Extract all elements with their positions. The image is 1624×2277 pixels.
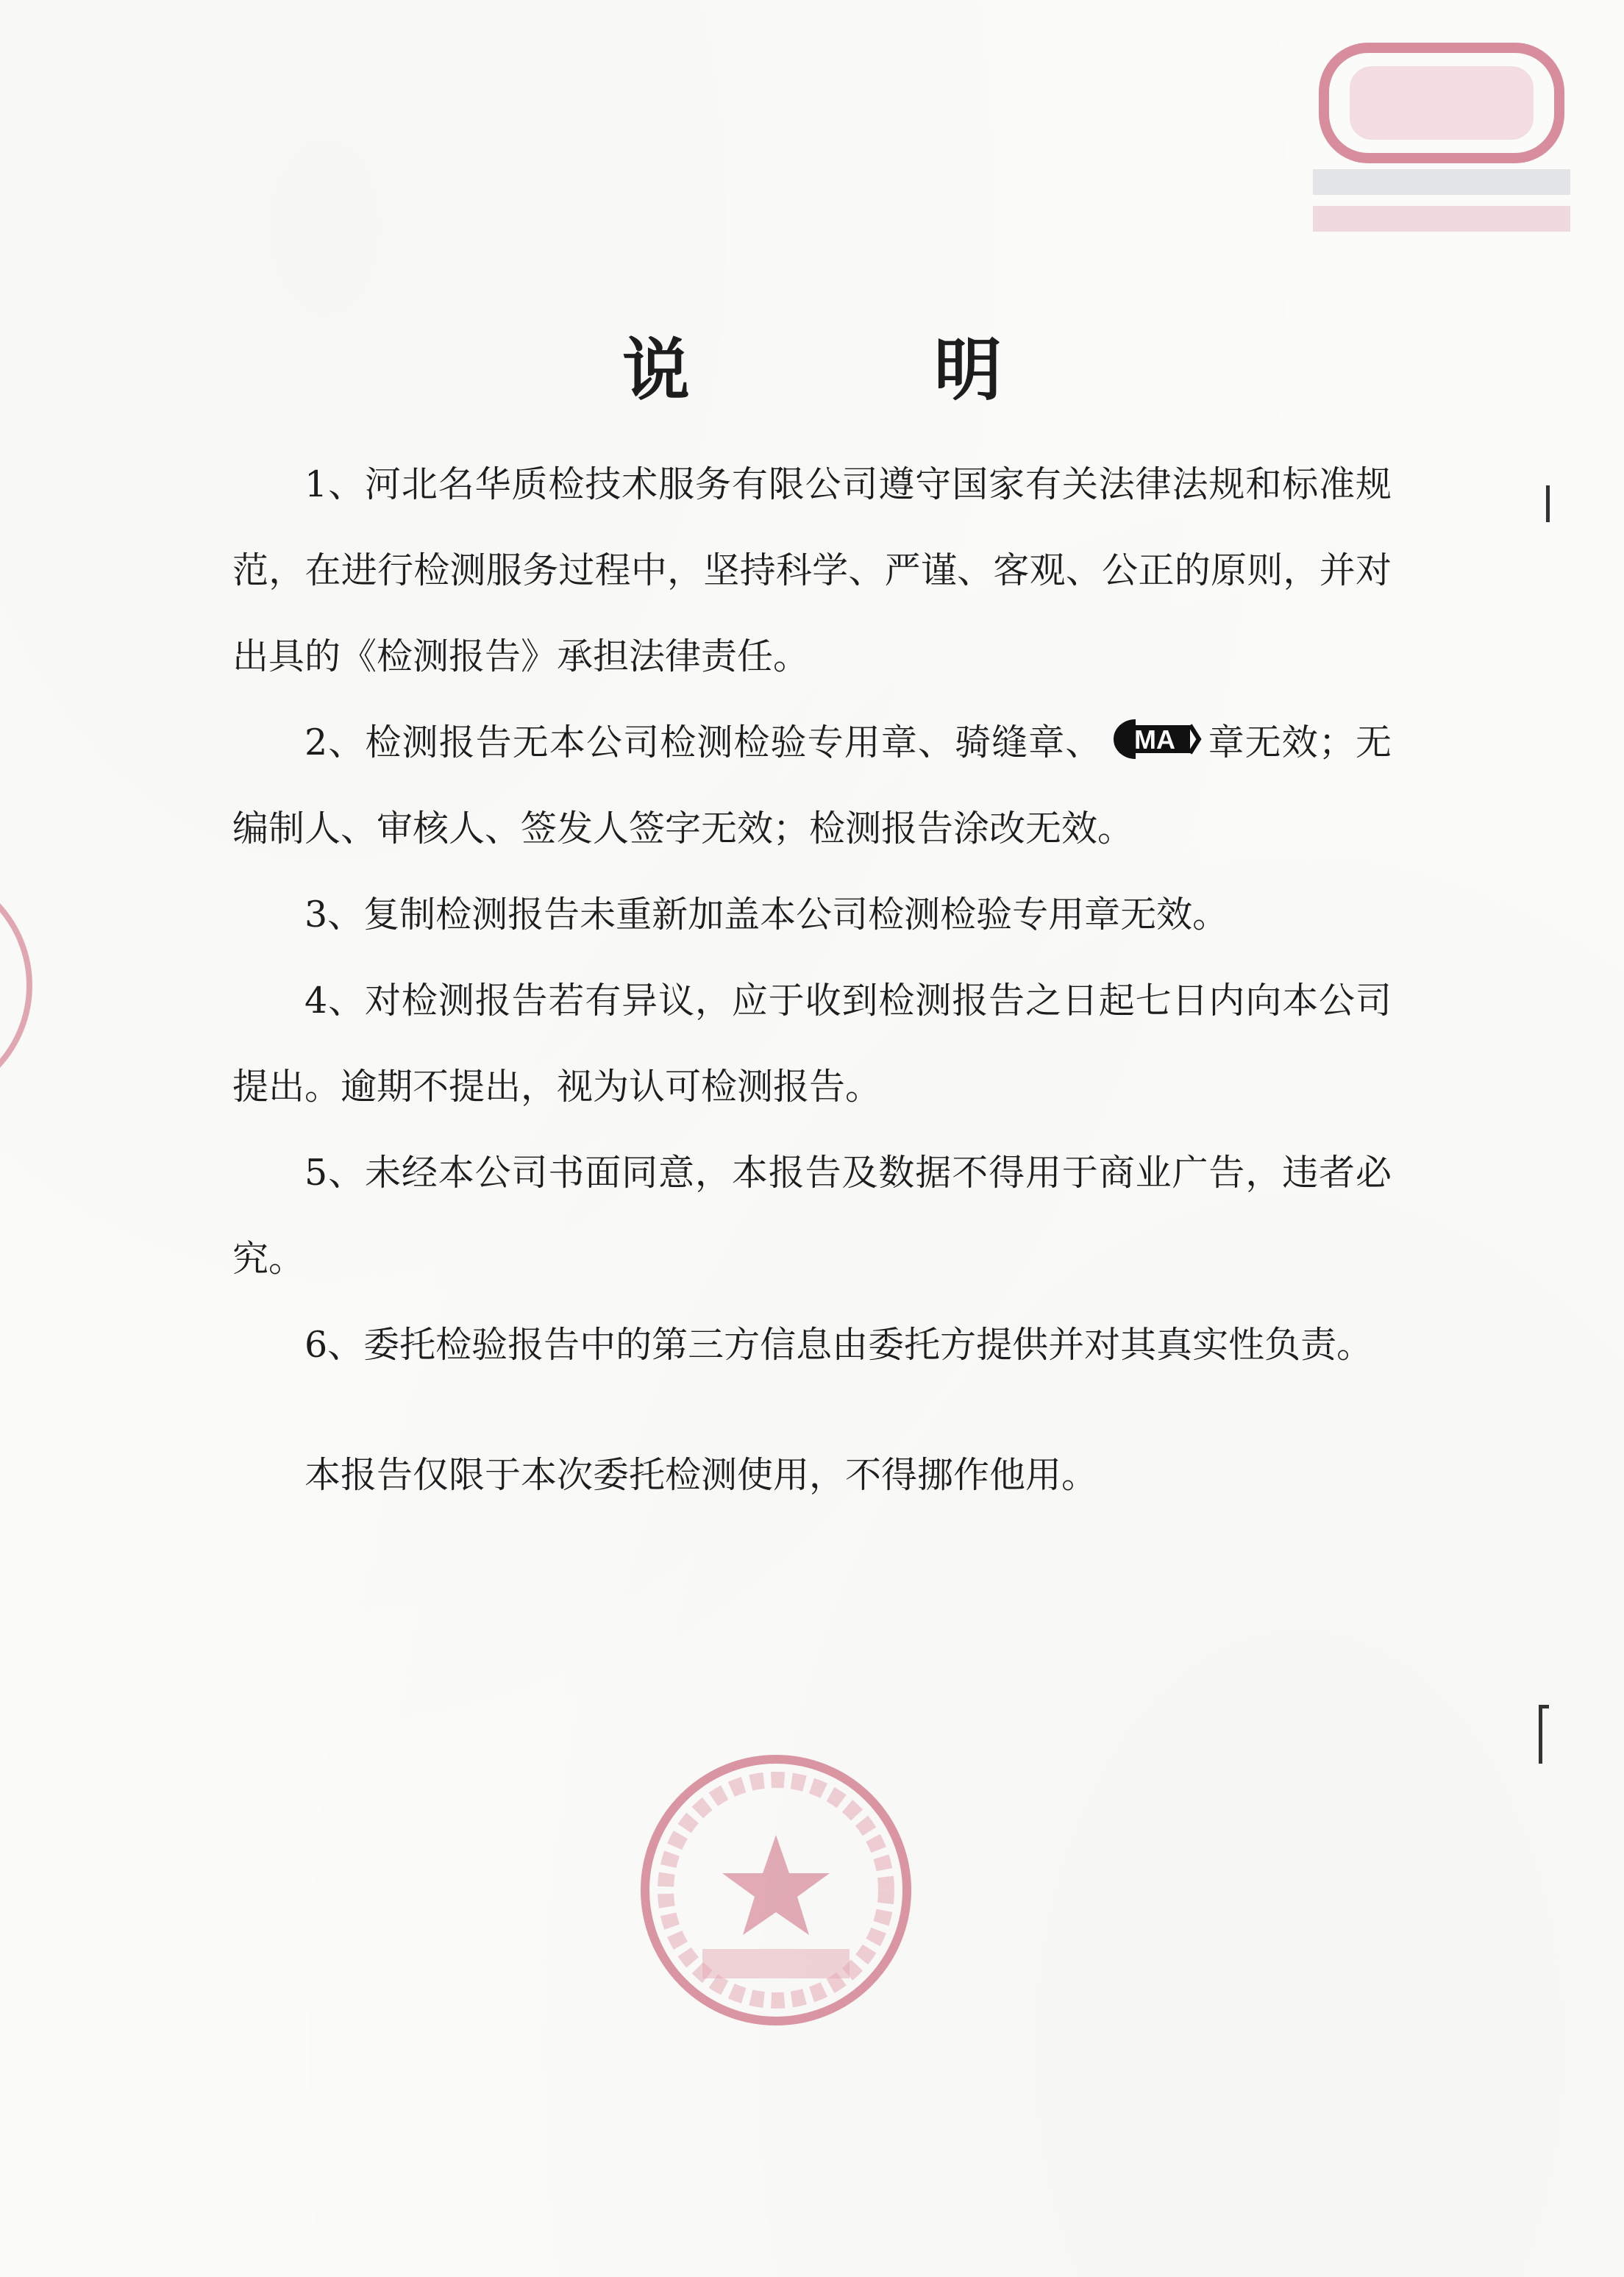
- statement-paragraph-6: 6、委托检验报告中的第三方信息由委托方提供并对其真实性负责。: [304, 1324, 1373, 1366]
- page-title: 说 明: [622, 329, 1090, 410]
- statement-paragraph-1: 1、河北名华质检技术服务有限公司遵守国家有关法律法规和标准规范，在进行检测服务过程中，坚持科学、严谨、客观、公正的原则，并对出具的《检测报告》承担法律责任。: [232, 463, 1392, 677]
- qualification-stamp: [1298, 33, 1592, 254]
- scan-mark: [1539, 1705, 1549, 1708]
- cma-logo-icon: [1105, 718, 1204, 760]
- scan-mark: [1546, 485, 1550, 522]
- official-seal-stamp: [633, 1747, 919, 2034]
- statement-paragraph-3: 3、复制检测报告未重新加盖本公司检测检验专用章无效。: [304, 894, 1229, 936]
- closing-note: 本报告仅限于本次委托检测使用，不得挪作他用。: [304, 1454, 1098, 1496]
- paragraph-2-part-2: 章无效；无编制人、审核人、签发人签字无效；检测报告涂改无效。: [232, 721, 1392, 849]
- statement-paragraph-2: [232, 699, 1392, 872]
- statement-body: [232, 441, 1392, 1518]
- statement-paragraph-4: 4、对检测报告若有异议，应于收到检测报告之日起七日内向本公司提出。逾期不提出，视为认可检测报告。: [232, 980, 1392, 1108]
- scan-mark: [1539, 1705, 1542, 1764]
- paragraph-2-part-1: 2、检测报告无本公司检测检验专用章、骑缝章、: [304, 721, 1103, 763]
- statement-paragraph-5: 5、未经本公司书面同意，本报告及数据不得用于商业广告，违者必究。: [232, 1152, 1392, 1280]
- cma-logo-text: MA: [1134, 724, 1176, 755]
- seam-stamp-partial: [0, 853, 44, 1118]
